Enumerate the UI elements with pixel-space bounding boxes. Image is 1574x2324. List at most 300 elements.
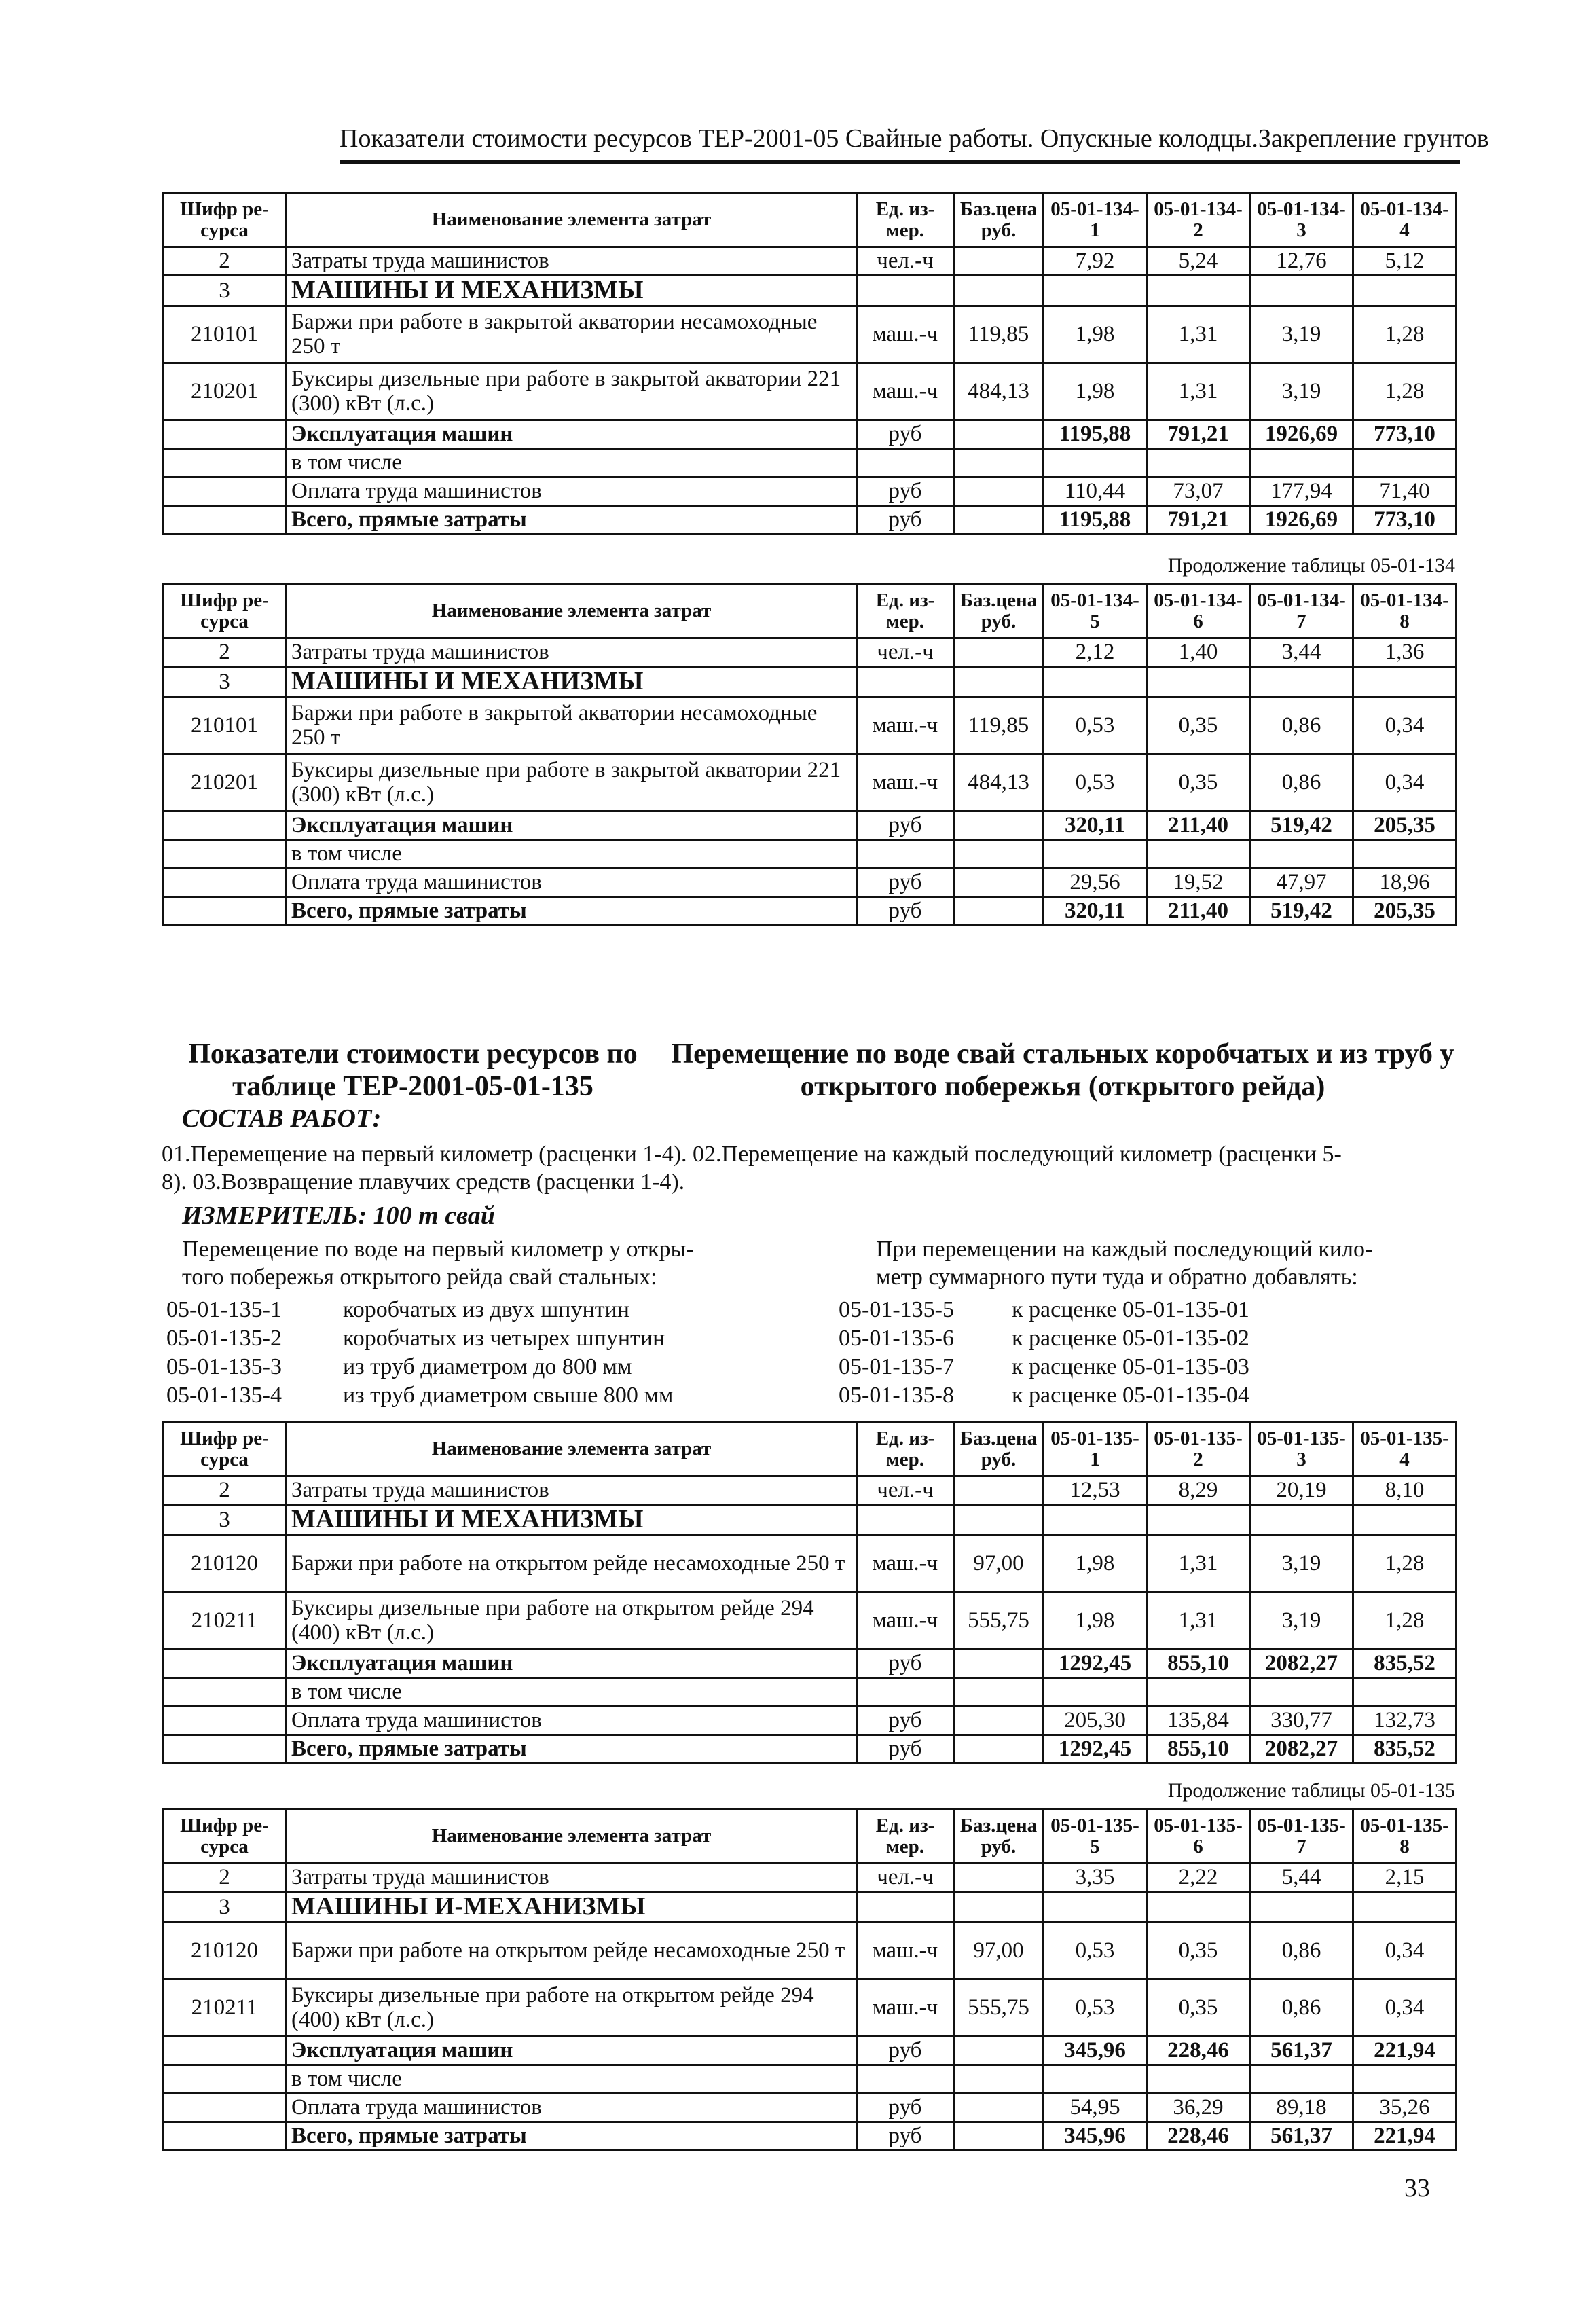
rate-value-cell [1147,1892,1250,1923]
unit-cell [857,839,954,868]
col-unit-header: Ед. из-мер. [857,584,954,638]
cost-element-name-cell: МАШИНЫ И МЕХАНИЗМЫ [287,1505,857,1536]
rate-code: 05-01-135-8 [839,1383,954,1408]
rate-value-cell: 345,96 [1044,2122,1147,2150]
intro-line: того побережья открытого рейда свай стальных: [182,1264,657,1290]
rate-value-cell: 0,86 [1250,697,1353,754]
rate-value-cell: 773,10 [1353,420,1457,448]
table-row [163,420,1457,448]
base-price-cell [954,247,1044,276]
base-price-cell [954,868,1044,896]
unit-cell: маш.-ч [857,1922,954,1979]
rate-value-cell: 0,34 [1353,1922,1457,1979]
resource-code-cell: 210201 [163,363,287,420]
base-price-cell: 97,00 [954,1535,1044,1592]
base-price-cell [954,1476,1044,1505]
unit-cell: маш.-ч [857,1592,954,1649]
unit-cell [857,1677,954,1706]
table-row [163,1505,1457,1536]
cost-element-name-cell: Буксиры дизельные при работе на открытом рейде 294 (400) кВт (л.с.) [287,1592,857,1649]
base-price-cell: 484,13 [954,363,1044,420]
resource-code-cell: 3 [163,1892,287,1923]
rate-value-cell [1353,839,1457,868]
table-row [163,363,1457,420]
resource-table-135-b [162,1808,1457,2151]
unit-cell [857,1505,954,1536]
rate-value-cell: 211,40 [1147,896,1250,925]
col-rate-header: 05-01-135-8 [1353,1809,1457,1864]
resource-code-cell: 3 [163,1505,287,1536]
cost-element-name-cell: Затраты труда машинистов [287,1476,857,1505]
meter-label: ИЗМЕРИТЕЛЬ: 100 т свай [182,1201,495,1230]
rate-value-cell: 5,44 [1250,1864,1353,1892]
resource-code-cell [163,868,287,896]
cost-element-name-cell: в том числе [287,2065,857,2093]
col-rate-header: 05-01-135-3 [1250,1422,1353,1476]
rate-value-cell: 1,98 [1044,1535,1147,1592]
base-price-cell [954,1735,1044,1763]
table-row [163,448,1457,477]
rate-value-cell: 35,26 [1353,2093,1457,2122]
unit-cell: руб [857,420,954,448]
rate-value-cell: 855,10 [1147,1735,1250,1763]
cost-element-name-cell: Всего, прямые затраты [287,1735,857,1763]
resource-code-cell [163,420,287,448]
table-row [163,754,1457,811]
rate-value-cell: 8,29 [1147,1476,1250,1505]
work-composition-text [162,1141,1459,1197]
unit-cell: маш.-ч [857,363,954,420]
unit-cell: руб [857,2093,954,2122]
resource-code-cell [163,2065,287,2093]
rate-value-cell: 47,97 [1250,868,1353,896]
col-price-header: Баз.цена руб. [954,584,1044,638]
rate-value-cell: 835,52 [1353,1735,1457,1763]
resource-code-cell: 3 [163,276,287,306]
cost-element-name-cell: Всего, прямые затраты [287,505,857,534]
col-name-header: Наименование элемента затрат [287,1422,857,1476]
unit-cell: маш.-ч [857,697,954,754]
resource-table-135-a [162,1421,1457,1764]
rate-description: коробчатых из четырех шпунтин [343,1326,665,1351]
resource-code-cell: 2 [163,1476,287,1505]
continuation-label: Продолжение таблицы 05-01-135 [1167,1779,1455,1802]
rate-value-cell: 3,19 [1250,306,1353,363]
cost-element-name-cell: МАШИНЫ И МЕХАНИЗМЫ [287,276,857,306]
table-row [163,1922,1457,1979]
title-line: открытого побережья (открытого рейда) [800,1071,1325,1103]
base-price-cell [954,2065,1044,2093]
rate-value-cell: 2,22 [1147,1864,1250,1892]
rate-value-cell: 1926,69 [1250,420,1353,448]
unit-cell: руб [857,1706,954,1735]
resource-code-cell [163,896,287,925]
cost-element-name-cell: Баржи при работе на открытом рейде несамоходные 250 т [287,1535,857,1592]
rate-value-cell: 36,29 [1147,2093,1250,2122]
cost-element-name-cell: Эксплуатация машин [287,2036,857,2065]
resource-code-cell [163,1649,287,1677]
rate-value-cell: 12,76 [1250,247,1353,276]
rate-value-cell [1044,276,1147,306]
resource-code-cell: 2 [163,638,287,667]
rate-value-cell: 54,95 [1044,2093,1147,2122]
col-name-header: Наименование элемента затрат [287,1809,857,1864]
table-row [163,1706,1457,1735]
col-price-header: Баз.цена руб. [954,1422,1044,1476]
col-code-header: Шифр ре-сурса [163,584,287,638]
base-price-cell: 119,85 [954,697,1044,754]
page-number: 33 [1404,2174,1430,2202]
rate-value-cell [1147,667,1250,697]
rate-value-cell [1250,2065,1353,2093]
rate-value-cell [1353,1505,1457,1536]
resource-code-cell: 210211 [163,1592,287,1649]
rate-value-cell: 0,53 [1044,1979,1147,2036]
cost-element-name-cell: Затраты труда машинистов [287,247,857,276]
rate-value-cell: 519,42 [1250,896,1353,925]
rate-value-cell: 177,94 [1250,477,1353,505]
rate-value-cell: 18,96 [1353,868,1457,896]
rate-value-cell: 0,53 [1044,754,1147,811]
unit-cell: руб [857,1649,954,1677]
rate-value-cell [1044,448,1147,477]
resource-code-cell [163,2093,287,2122]
resource-code-cell [163,505,287,534]
rate-value-cell: 135,84 [1147,1706,1250,1735]
rate-value-cell: 1,31 [1147,363,1250,420]
intro-line: Перемещение по воде на первый километр у откры- [182,1237,694,1262]
unit-cell: чел.-ч [857,247,954,276]
rate-value-cell [1250,448,1353,477]
rate-value-cell [1044,1505,1147,1536]
rate-code: 05-01-135-6 [839,1326,954,1351]
col-price-header: Баз.цена руб. [954,1809,1044,1864]
rate-value-cell [1353,276,1457,306]
rate-code: 05-01-135-7 [839,1354,954,1379]
col-rate-header: 05-01-135-2 [1147,1422,1250,1476]
cost-element-name-cell: Буксиры дизельные при работе в закрытой акватории 221 (300) кВт (л.с.) [287,754,857,811]
base-price-cell [954,1649,1044,1677]
resource-code-cell: 210101 [163,306,287,363]
cost-element-name-cell: Эксплуатация машин [287,811,857,839]
rate-value-cell: 20,19 [1250,1476,1353,1505]
work-composition-label: СОСТАВ РАБОТ: [182,1104,382,1133]
col-unit-header: Ед. из-мер. [857,1809,954,1864]
col-rate-header: 05-01-135-7 [1250,1809,1353,1864]
table-row [163,306,1457,363]
table-row [163,638,1457,667]
rate-value-cell [1044,2065,1147,2093]
rate-value-cell: 0,35 [1147,1979,1250,2036]
cost-element-name-cell: Баржи при работе в закрытой акватории несамоходные 250 т [287,697,857,754]
rate-code: 05-01-135-1 [166,1297,282,1322]
rate-value-cell [1353,2065,1457,2093]
unit-cell: маш.-ч [857,306,954,363]
rate-value-cell: 2082,27 [1250,1735,1353,1763]
col-name-header: Наименование элемента затрат [287,584,857,638]
cost-element-name-cell: Баржи при работе в закрытой акватории несамоходные 250 т [287,306,857,363]
rate-value-cell: 1,28 [1353,306,1457,363]
rate-description: к расценке 05-01-135-02 [1012,1326,1249,1351]
rate-value-cell: 12,53 [1044,1476,1147,1505]
table-row [163,2036,1457,2065]
rate-value-cell: 0,34 [1353,697,1457,754]
unit-cell: руб [857,811,954,839]
rate-value-cell: 7,92 [1044,247,1147,276]
rate-description: к расценке 05-01-135-04 [1012,1383,1249,1408]
rate-value-cell: 1,36 [1353,638,1457,667]
table-row [163,1476,1457,1505]
col-code-header: Шифр ре-сурса [163,193,287,247]
rate-value-cell: 3,19 [1250,1592,1353,1649]
rate-value-cell: 228,46 [1147,2122,1250,2150]
resource-code-cell: 210211 [163,1979,287,2036]
table-row [163,868,1457,896]
base-price-cell [954,638,1044,667]
col-name-header: Наименование элемента затрат [287,193,857,247]
base-price-cell [954,2122,1044,2150]
cost-element-name-cell: Всего, прямые затраты [287,896,857,925]
rate-description: из труб диаметром свыше 800 мм [343,1383,674,1408]
col-rate-header: 05-01-134-7 [1250,584,1353,638]
base-price-cell [954,1706,1044,1735]
rate-value-cell: 1926,69 [1250,505,1353,534]
rate-value-cell [1353,1677,1457,1706]
table-row [163,1864,1457,1892]
rate-value-cell [1147,839,1250,868]
rate-value-cell: 1195,88 [1044,420,1147,448]
cost-element-name-cell: Эксплуатация машин [287,420,857,448]
resource-code-cell [163,1735,287,1763]
rate-value-cell: 1,98 [1044,306,1147,363]
unit-cell: маш.-ч [857,754,954,811]
table-row [163,1649,1457,1677]
table-row [163,896,1457,925]
rate-value-cell: 0,53 [1044,697,1147,754]
base-price-cell [954,2093,1044,2122]
unit-cell: маш.-ч [857,1979,954,2036]
table-row [163,2093,1457,2122]
rate-value-cell: 2082,27 [1250,1649,1353,1677]
cost-element-name-cell: Затраты труда машинистов [287,1864,857,1892]
title-line: Перемещение по воде свай стальных коробчатых и из труб у [671,1038,1454,1070]
rate-value-cell: 8,10 [1353,1476,1457,1505]
base-price-cell: 484,13 [954,754,1044,811]
table-row [163,839,1457,868]
unit-cell: руб [857,868,954,896]
base-price-cell [954,448,1044,477]
col-rate-header: 05-01-134-1 [1044,193,1147,247]
rate-value-cell: 0,86 [1250,1979,1353,2036]
table-row [163,2065,1457,2093]
col-code-header: Шифр ре-сурса [163,1422,287,1476]
resource-code-cell: 210120 [163,1535,287,1592]
col-rate-header: 05-01-134-2 [1147,193,1250,247]
col-unit-header: Ед. из-мер. [857,193,954,247]
unit-cell [857,276,954,306]
unit-cell: маш.-ч [857,1535,954,1592]
rate-value-cell: 0,86 [1250,1922,1353,1979]
rate-value-cell: 2,12 [1044,638,1147,667]
rate-value-cell: 1,28 [1353,1535,1457,1592]
unit-cell: руб [857,1735,954,1763]
rate-value-cell [1147,1677,1250,1706]
rate-value-cell [1147,276,1250,306]
rate-code: 05-01-135-2 [166,1326,282,1351]
rate-value-cell: 561,37 [1250,2122,1353,2150]
cost-element-name-cell: Всего, прямые затраты [287,2122,857,2150]
rate-value-cell: 1292,45 [1044,1649,1147,1677]
unit-cell: руб [857,477,954,505]
rate-value-cell [1147,2065,1250,2093]
rate-value-cell: 3,44 [1250,638,1353,667]
base-price-cell [954,1677,1044,1706]
table-row [163,276,1457,306]
table-row [163,505,1457,534]
cost-element-name-cell: Буксиры дизельные при работе на открытом рейде 294 (400) кВт (л.с.) [287,1979,857,2036]
rate-value-cell: 89,18 [1250,2093,1353,2122]
rate-code: 05-01-135-5 [839,1297,954,1322]
rate-value-cell [1250,667,1353,697]
col-rate-header: 05-01-135-5 [1044,1809,1147,1864]
rate-value-cell: 0,35 [1147,754,1250,811]
right-intro [876,1236,1474,1292]
unit-cell [857,2065,954,2093]
rate-value-cell: 1,40 [1147,638,1250,667]
rate-value-cell [1250,1505,1353,1536]
unit-cell: руб [857,896,954,925]
unit-cell: чел.-ч [857,1476,954,1505]
rate-value-cell: 205,30 [1044,1706,1147,1735]
base-price-cell [954,1892,1044,1923]
base-price-cell [954,505,1044,534]
rate-value-cell: 205,35 [1353,896,1457,925]
rate-value-cell: 211,40 [1147,811,1250,839]
col-rate-header: 05-01-134-5 [1044,584,1147,638]
rate-value-cell: 205,35 [1353,811,1457,839]
rate-value-cell [1250,276,1353,306]
unit-cell [857,667,954,697]
rate-value-cell [1353,667,1457,697]
col-rate-header: 05-01-134-4 [1353,193,1457,247]
base-price-cell: 97,00 [954,1922,1044,1979]
table-row [163,1892,1457,1923]
rate-value-cell: 1,98 [1044,363,1147,420]
table-row [163,1677,1457,1706]
rate-value-cell: 1,28 [1353,363,1457,420]
rate-value-cell: 221,94 [1353,2036,1457,2065]
cost-element-name-cell: Оплата труда машинистов [287,1706,857,1735]
resource-code-cell [163,2036,287,2065]
unit-cell [857,1892,954,1923]
rate-value-cell: 1,98 [1044,1592,1147,1649]
base-price-cell [954,477,1044,505]
unit-cell [857,448,954,477]
base-price-cell [954,667,1044,697]
rate-value-cell: 228,46 [1147,2036,1250,2065]
base-price-cell [954,1505,1044,1536]
unit-cell: руб [857,2122,954,2150]
base-price-cell [954,420,1044,448]
cost-element-name-cell: Оплата труда машинистов [287,868,857,896]
resource-code-cell: 210101 [163,697,287,754]
cost-element-name-cell: Баржи при работе на открытом рейде несамоходные 250 т [287,1922,857,1979]
cost-element-name-cell: Буксиры дизельные при работе в закрытой акватории 221 (300) кВт (л.с.) [287,363,857,420]
rate-value-cell: 71,40 [1353,477,1457,505]
rate-value-cell: 2,15 [1353,1864,1457,1892]
col-rate-header: 05-01-135-1 [1044,1422,1147,1476]
resource-code-cell [163,2122,287,2150]
resource-table-134-a [162,192,1457,535]
rate-description: коробчатых из двух шпунтин [343,1297,629,1322]
rate-value-cell: 791,21 [1147,420,1250,448]
left-intro [182,1236,780,1292]
rate-value-cell: 0,35 [1147,697,1250,754]
intro-line: При перемещении на каждый последующий кило- [876,1237,1373,1262]
rate-value-cell: 19,52 [1147,868,1250,896]
rate-code: 05-01-135-3 [166,1354,282,1379]
rate-value-cell [1250,839,1353,868]
rate-value-cell [1044,839,1147,868]
section-title-left [162,1038,664,1104]
col-code-header: Шифр ре-сурса [163,1809,287,1864]
rate-value-cell: 330,77 [1250,1706,1353,1735]
resource-code-cell: 3 [163,667,287,697]
rate-value-cell: 5,12 [1353,247,1457,276]
page-header: Показатели стоимости ресурсов ТЕР-2001-05 Свайные работы. Опускные колодцы.Закрепление грунтов [340,124,1489,153]
resource-table-134-b [162,583,1457,926]
rate-value-cell: 773,10 [1353,505,1457,534]
rate-value-cell: 132,73 [1353,1706,1457,1735]
rate-value-cell: 221,94 [1353,2122,1457,2150]
col-rate-header: 05-01-134-8 [1353,584,1457,638]
rate-value-cell: 0,34 [1353,1979,1457,2036]
rate-value-cell [1044,1892,1147,1923]
resource-code-cell [163,1677,287,1706]
resource-code-cell [163,839,287,868]
rate-value-cell: 855,10 [1147,1649,1250,1677]
resource-code-cell: 210201 [163,754,287,811]
base-price-cell [954,811,1044,839]
rate-value-cell: 1,28 [1353,1592,1457,1649]
rate-code: 05-01-135-4 [166,1383,282,1408]
work-text-line: 01.Перемещение на первый километр (расценки 1-4). 02.Перемещение на каждый последующий километр (расценки 5- [162,1142,1342,1167]
unit-cell: руб [857,505,954,534]
unit-cell: чел.-ч [857,638,954,667]
rate-value-cell [1044,1677,1147,1706]
table-row [163,667,1457,697]
intro-line: метр суммарного пути туда и обратно добавлять: [876,1264,1358,1290]
rate-value-cell: 3,19 [1250,363,1353,420]
cost-element-name-cell: в том числе [287,1677,857,1706]
rate-value-cell: 320,11 [1044,896,1147,925]
cost-element-name-cell: в том числе [287,448,857,477]
cost-element-name-cell: в том числе [287,839,857,868]
base-price-cell [954,2036,1044,2065]
rate-value-cell [1250,1892,1353,1923]
col-rate-header: 05-01-134-3 [1250,193,1353,247]
resource-code-cell: 2 [163,247,287,276]
col-rate-header: 05-01-134-6 [1147,584,1250,638]
title-line: Показатели стоимости ресурсов по [188,1038,638,1070]
rate-value-cell [1353,448,1457,477]
rate-value-cell [1147,448,1250,477]
rate-value-cell: 110,44 [1044,477,1147,505]
rate-value-cell: 1292,45 [1044,1735,1147,1763]
cost-element-name-cell: МАШИНЫ И МЕХАНИЗМЫ [287,667,857,697]
rate-value-cell [1353,1892,1457,1923]
rate-value-cell: 0,35 [1147,1922,1250,1979]
